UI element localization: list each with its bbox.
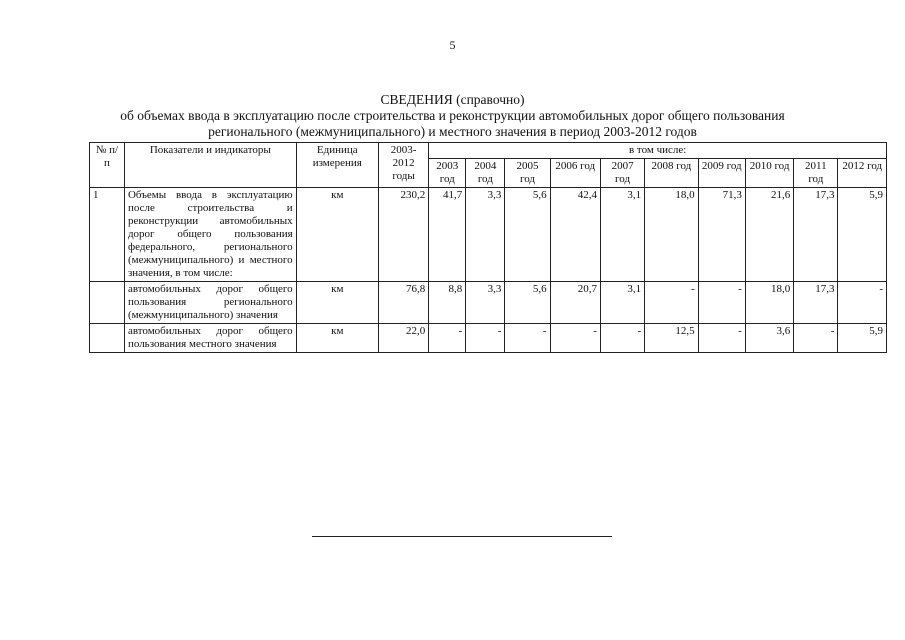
- cell-year-value: 3,3: [466, 188, 505, 282]
- table-row: [90, 282, 887, 324]
- cell-num: 1: [90, 188, 125, 282]
- cell-total: 76,8: [378, 282, 428, 324]
- document-title: СВЕДЕНИЯ (справочно): [380, 92, 525, 107]
- header-year: 2004 год: [466, 159, 505, 188]
- page-number: 5: [449, 38, 456, 52]
- cell-indicator: автомобильных дорог общего пользования местного значения: [124, 324, 296, 353]
- cell-year-value: 42,4: [550, 188, 600, 282]
- cell-year-value: -: [429, 324, 466, 353]
- subtitle-line-2: регионального (межмуниципального) и местного значения в период 2003-2012 годов: [208, 124, 697, 139]
- header-row-1: [90, 143, 887, 159]
- cell-year-value: -: [600, 324, 644, 353]
- cell-num: [90, 282, 125, 324]
- cell-year-value: 18,0: [645, 188, 698, 282]
- signature-line: [312, 536, 612, 537]
- cell-year-value: -: [466, 324, 505, 353]
- cell-year-value: -: [794, 324, 838, 353]
- cell-year-value: -: [838, 282, 887, 324]
- header-including: в том числе:: [429, 143, 887, 159]
- cell-year-value: -: [505, 324, 550, 353]
- cell-num: [90, 324, 125, 353]
- header-year: 2010 год: [745, 159, 793, 188]
- cell-year-value: 12,5: [645, 324, 698, 353]
- cell-unit: км: [296, 282, 378, 324]
- cell-year-value: 20,7: [550, 282, 600, 324]
- cell-year-value: 17,3: [794, 188, 838, 282]
- cell-year-value: 3,1: [600, 282, 644, 324]
- cell-year-value: 5,6: [505, 282, 550, 324]
- cell-year-value: 5,9: [838, 324, 887, 353]
- cell-year-value: -: [698, 324, 745, 353]
- header-year: 2005 год: [505, 159, 550, 188]
- header-total: 2003-2012 годы: [378, 143, 428, 188]
- cell-year-value: 5,6: [505, 188, 550, 282]
- cell-total: 22,0: [378, 324, 428, 353]
- cell-unit: км: [296, 324, 378, 353]
- subtitle-line-1: об объемах ввода в эксплуатацию после строительства и реконструкции автомобильных дорог общего пользования: [120, 108, 785, 123]
- header-year: 2011 год: [794, 159, 838, 188]
- cell-indicator: Объемы ввода в эксплуатацию после строительства и реконструкции автомобильных дорог общего пользования федерального, регионального (межмуниципального) и местного значения, в том числе:: [124, 188, 296, 282]
- header-year: 2003 год: [429, 159, 466, 188]
- cell-year-value: 5,9: [838, 188, 887, 282]
- header-year: 2006 год: [550, 159, 600, 188]
- header-year: 2009 год: [698, 159, 745, 188]
- header-unit: Единица измерения: [296, 143, 378, 188]
- cell-year-value: -: [645, 282, 698, 324]
- cell-year-value: 18,0: [745, 282, 793, 324]
- cell-year-value: 3,1: [600, 188, 644, 282]
- table-row: [90, 324, 887, 353]
- document-subtitle: [20, 108, 885, 140]
- cell-year-value: -: [698, 282, 745, 324]
- cell-unit: км: [296, 188, 378, 282]
- cell-year-value: 21,6: [745, 188, 793, 282]
- cell-year-value: 3,6: [745, 324, 793, 353]
- cell-year-value: 41,7: [429, 188, 466, 282]
- cell-total: 230,2: [378, 188, 428, 282]
- cell-year-value: 8,8: [429, 282, 466, 324]
- cell-year-value: -: [550, 324, 600, 353]
- cell-year-value: 17,3: [794, 282, 838, 324]
- header-year: 2008 год: [645, 159, 698, 188]
- header-year: 2007 год: [600, 159, 644, 188]
- header-num: № п/п: [90, 143, 125, 188]
- header-year: 2012 год: [838, 159, 887, 188]
- data-table: [89, 142, 887, 353]
- cell-indicator: автомобильных дорог общего пользования регионального (межмуниципального) значения: [124, 282, 296, 324]
- table-row: [90, 188, 887, 282]
- cell-year-value: 3,3: [466, 282, 505, 324]
- cell-year-value: 71,3: [698, 188, 745, 282]
- header-indicator: Показатели и индикаторы: [124, 143, 296, 188]
